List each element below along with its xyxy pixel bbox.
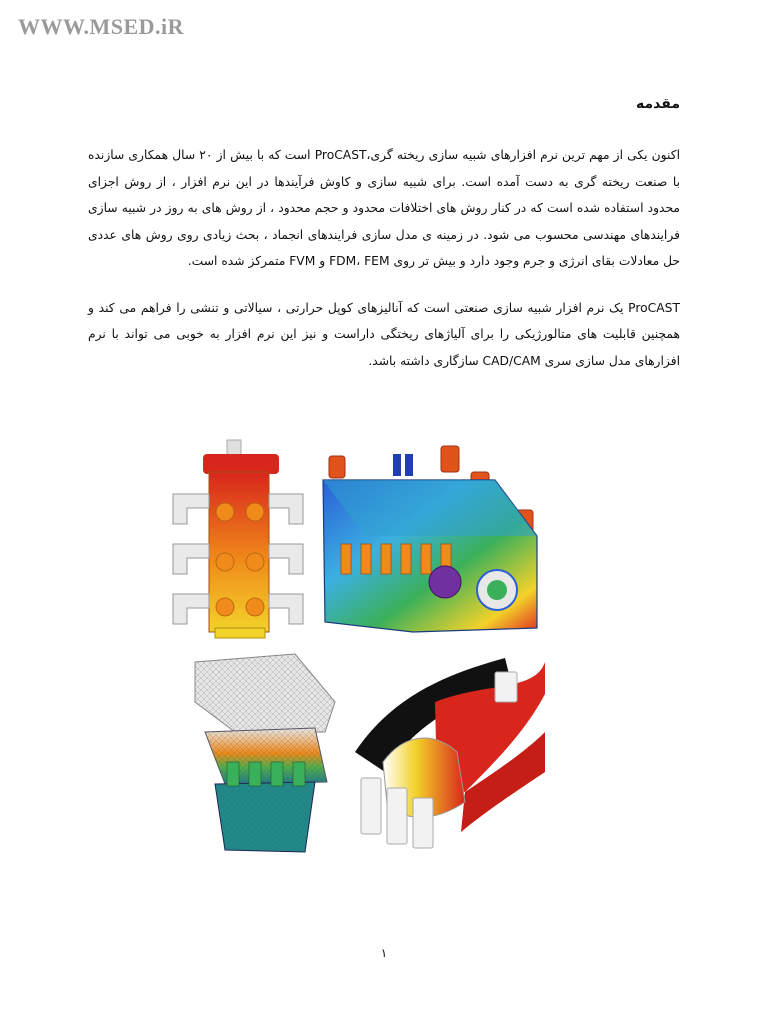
section-heading: مقدمه — [636, 96, 680, 112]
page-number: ۱ — [380, 946, 388, 960]
paragraph-1: اکنون یکی از مهم ترین نرم افزارهای شبیه سازی ریخته گری،ProCAST است که با بیش از ۲۰ سال همکاری سازنده با صنعت ریخته گری به دست آمده است. برای شبیه سازی و کاوش فرآیندها در این نرم افزار ، از روش اجزای محدود استفاده شده است که در کنار روش های اختلافات محدود و حجم محدود ، از روش های به روز در شبیه سازی فرایندهای مهندسی محسوب می شود. در زمینه ی مدل سازی فرایندهای انجماد ، بحث زیادی روی روش های عددی حل معادلات بقای انرژی و جرم وجود دارد و بیش تر روی FDM، FEM و FVM متمرکز شده است. — [88, 148, 681, 268]
gating-system-render — [355, 658, 545, 848]
engine-block-render — [323, 446, 537, 632]
paragraph-2: ProCAST یک نرم افزار شبیه سازی صنعتی است که آنالیزهای کوپل حرارتی ، سیالاتی و تنشی را فراهم می کند و همچنین قابلیت های متالورژیکی را برای آلیاژهای ریختگی داراست و نیز این نرم افزار به خوبی می تواند با نرم افزارهای مدل سازی سری CAD/CAM سازگاری داشته باشد. — [88, 300, 680, 368]
casting-tree-render — [173, 440, 303, 638]
meshed-casting-render — [195, 654, 335, 852]
casting-simulation-figure — [165, 432, 590, 872]
site-watermark: WWW.MSED.iR — [18, 14, 185, 39]
document-body — [88, 88, 680, 394]
